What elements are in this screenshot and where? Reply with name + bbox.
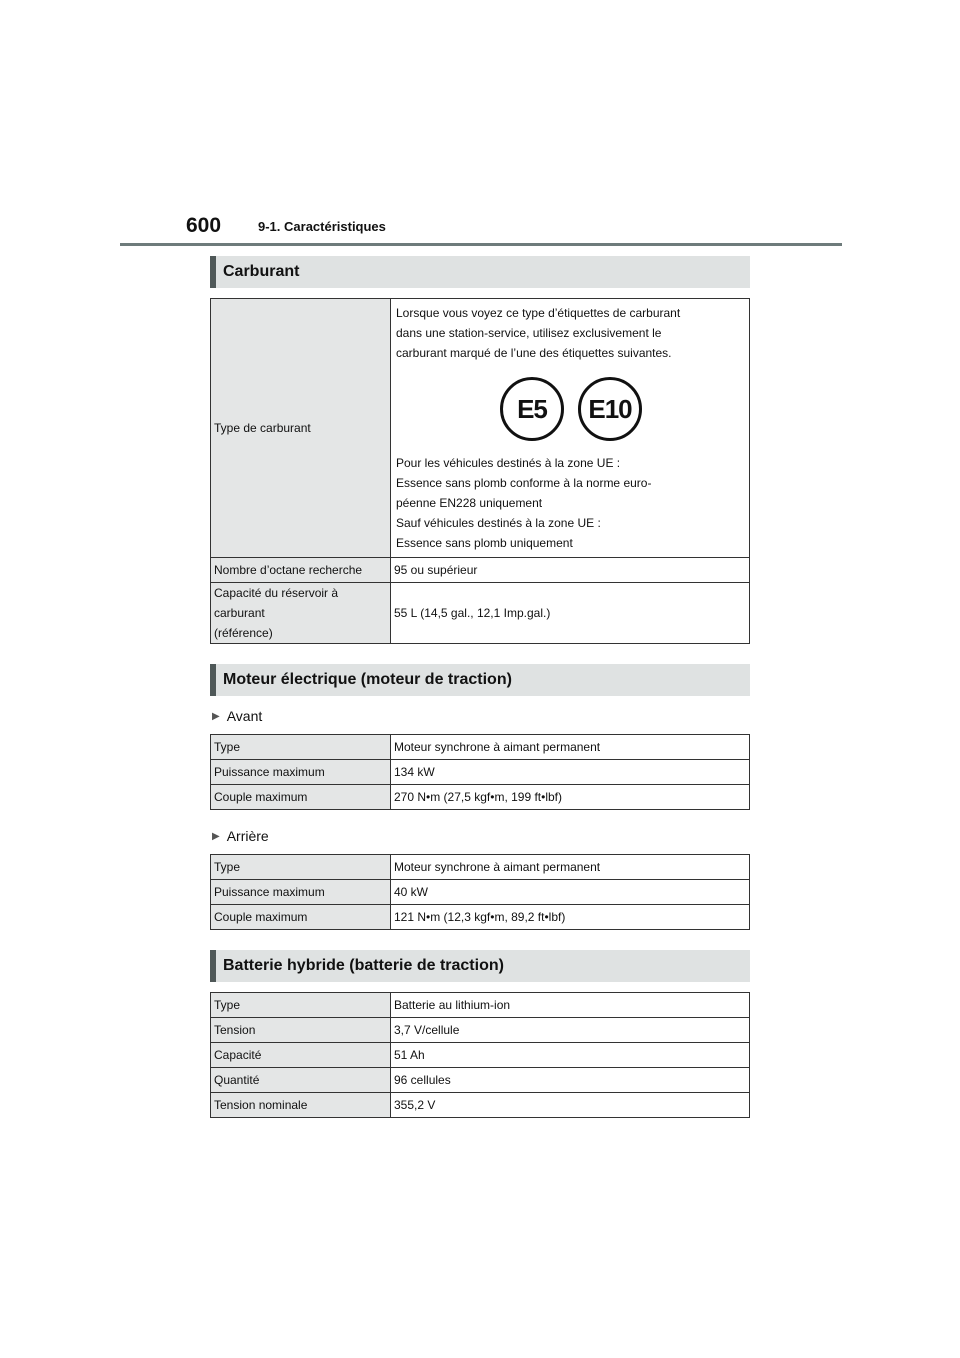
fuel-type-label: Type de carburant — [211, 299, 391, 558]
table-row — [211, 583, 750, 644]
fuel-intro-line: dans une station-service, utilisez exclusivement le — [396, 326, 662, 340]
motor-front-table — [210, 734, 750, 810]
table-row: Type Moteur synchrone à aimant permanent — [211, 735, 750, 760]
fuel-table — [210, 298, 750, 644]
fuel-detail-line: Essence sans plomb uniquement — [396, 536, 573, 550]
table-row: Tension nominale 355,2 V — [211, 1093, 750, 1118]
page-header — [0, 0, 960, 250]
fuel-type-value — [391, 299, 750, 558]
table-row: Type Moteur synchrone à aimant permanent — [211, 855, 750, 880]
fuel-intro-line: Lorsque vous voyez ce type d’étiquettes de carburant — [396, 306, 681, 320]
header-rule — [120, 243, 842, 246]
section-title-battery: Batterie hybride (batterie de traction) — [210, 950, 750, 982]
fuel-labels — [396, 377, 746, 441]
subheading-rear: ▶ Arrière — [212, 828, 269, 844]
table-row: Couple maximum 121 N•m (12,3 kgf•m, 89,2 ft•lbf) — [211, 905, 750, 930]
battery-table — [210, 992, 750, 1118]
fuel-detail-line: Pour les véhicules destinés à la zone UE : — [396, 456, 621, 470]
table-row: Tension 3,7 V/cellule — [211, 1018, 750, 1043]
page-content — [210, 256, 750, 1118]
fuel-intro-line: carburant marqué de l’une des étiquettes suivantes. — [396, 346, 672, 360]
fuel-detail-line: péenne EN228 uniquement — [396, 496, 543, 510]
table-row: Puissance maximum 134 kW — [211, 760, 750, 785]
octane-value: 95 ou supérieur — [391, 558, 750, 583]
table-row: Capacité 51 Ah — [211, 1043, 750, 1068]
tank-capacity-label: Capacité du réservoir à carburant (référence) — [211, 583, 391, 644]
table-row: Couple maximum 270 N•m (27,5 kgf•m, 199 ft•lbf) — [211, 785, 750, 810]
section-title-fuel: Carburant — [210, 256, 750, 288]
fuel-label-e5: E5 — [500, 377, 564, 441]
fuel-label-e10: E10 — [578, 377, 642, 441]
table-row: Puissance maximum 40 kW — [211, 880, 750, 905]
table-row: Type Batterie au lithium-ion — [211, 993, 750, 1018]
fuel-detail-line: Sauf véhicules destinés à la zone UE : — [396, 516, 601, 530]
subheading-front: ▶ Avant — [212, 708, 263, 724]
fuel-detail-line: Essence sans plomb conforme à la norme euro- — [396, 476, 652, 490]
table-row — [211, 299, 750, 558]
table-row: Quantité 96 cellules — [211, 1068, 750, 1093]
triangle-right-icon: ▶ — [212, 710, 220, 722]
motor-rear-table — [210, 854, 750, 930]
triangle-right-icon: ▶ — [212, 830, 220, 842]
octane-label: Nombre d’octane recherche — [211, 558, 391, 583]
page-number: 600 — [186, 214, 222, 237]
section-title-motor: Moteur électrique (moteur de traction) — [210, 664, 750, 696]
table-row — [211, 558, 750, 583]
tank-capacity-value: 55 L (14,5 gal., 12,1 Imp.gal.) — [391, 583, 750, 644]
chapter-title: 9-1. Caractéristiques — [258, 219, 386, 234]
